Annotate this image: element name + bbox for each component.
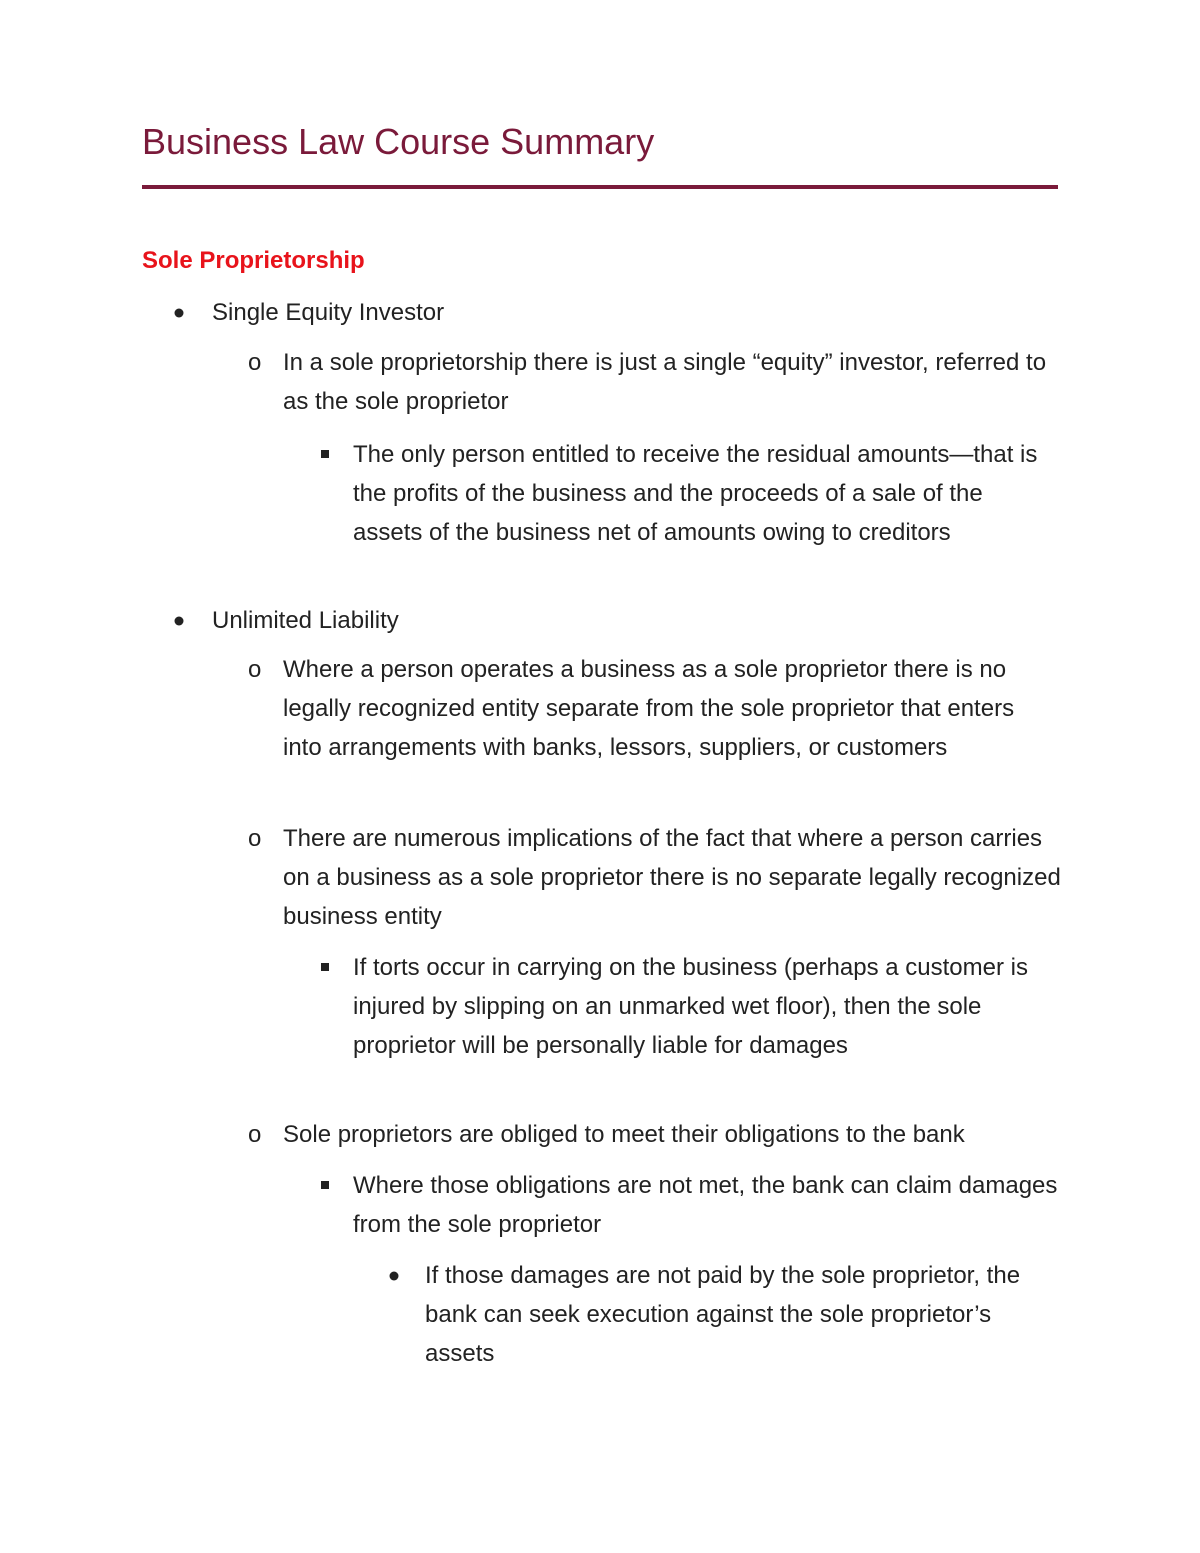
list-item-text: Single Equity Investor — [212, 299, 445, 326]
bullet-circle-icon: o — [248, 349, 262, 376]
list-item-level-3 — [353, 948, 1058, 1065]
bullet-disc-icon — [174, 616, 184, 626]
list-item-level-1 — [212, 293, 1072, 332]
list-item-level-1 — [212, 601, 1072, 640]
list-item-text: If those damages are not paid by the sole proprietor, the bank can seek execution against the sole proprietor’s assets — [425, 1262, 1021, 1367]
document-title: Business Law Course Summary — [142, 121, 655, 162]
list-item-level-2 — [248, 819, 1073, 936]
bullet-disc-icon — [174, 308, 184, 318]
list-item-text: In a sole proprietorship there is just a single “equity” investor, referred to as the sole proprietor — [283, 349, 1047, 415]
list-item-level-2 — [248, 1115, 1093, 1154]
list-item-text: Where a person operates a business as a sole proprietor there is no legally recognized entity separate from the sole proprietor that enters into arrangements with banks, lessors, suppliers, or customers — [283, 656, 1015, 761]
list-item-text: There are numerous implications of the fact that where a person carries on a business as a sole proprietor there is no separate legally recognized business entity — [283, 825, 1061, 930]
bullet-circle-icon: o — [248, 825, 262, 852]
list-item-level-2 — [248, 343, 1048, 421]
bullet-circle-icon: o — [248, 1121, 262, 1148]
list-item-text: Where those obligations are not met, the bank can claim damages from the sole proprietor — [353, 1172, 1058, 1238]
list-item-level-4 — [425, 1256, 1065, 1373]
bullet-square-icon — [321, 963, 329, 971]
bullet-disc-icon — [389, 1271, 399, 1281]
list-item-level-2 — [248, 650, 1058, 767]
list-item-text: The only person entitled to receive the residual amounts—that is the profits of the business and the proceeds of a sale of the assets of the business net of amounts owing to creditors — [353, 441, 1038, 546]
bullet-square-icon — [321, 450, 329, 458]
list-item-text: If torts occur in carrying on the business (perhaps a customer is injured by slipping on an unmarked wet floor), then the sole proprietor will be personally liable for damages — [353, 954, 1028, 1059]
list-item-level-3 — [353, 1166, 1058, 1244]
list-item-level-3 — [353, 435, 1053, 552]
title-underline-rule — [142, 185, 1058, 189]
list-item-text: Unlimited Liability — [212, 607, 399, 634]
section-heading: Sole Proprietorship — [142, 247, 365, 274]
bullet-circle-icon: o — [248, 656, 262, 683]
bullet-square-icon — [321, 1181, 329, 1189]
list-item-text: Sole proprietors are obliged to meet their obligations to the bank — [283, 1121, 965, 1148]
